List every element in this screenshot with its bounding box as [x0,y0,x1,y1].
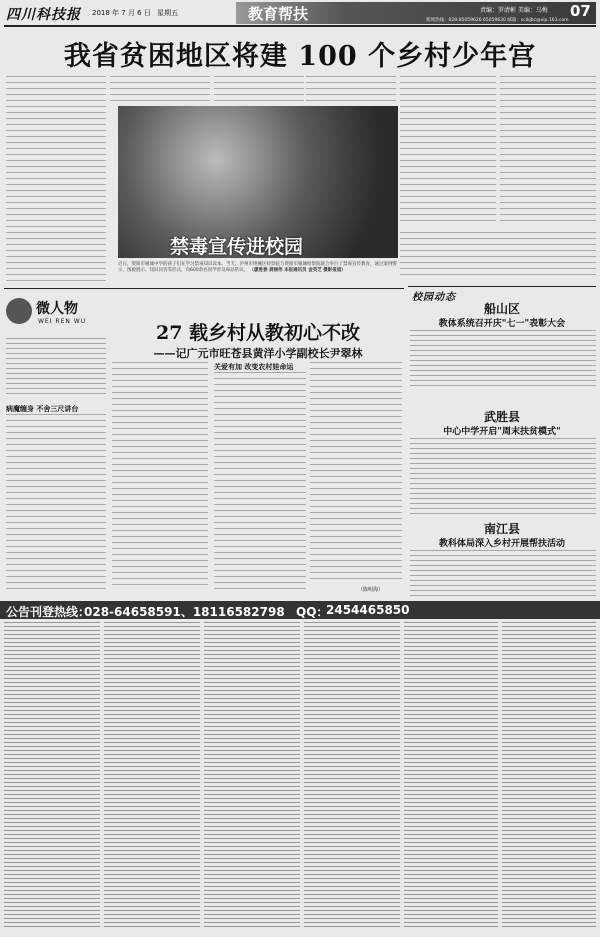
ad-hotline-bar [0,601,600,619]
lead-article-col1 [6,76,106,286]
hotline-label: 公告刊登热线： [6,605,91,619]
masthead-rule [4,25,596,27]
tooth-icon [6,298,32,324]
page-number: 07 [570,2,591,20]
brief-place-3: 南江县 [483,522,520,536]
paper-name: 四川科技报 [6,7,81,23]
photo-caption-text: 近日，资阳市雁城中学的孩子们在学习禁毒知识读本。当天，泸州市纳溪区检察院与资阳市雁城检察院联合举行了禁毒宣传教育，通过案例警示、图板展示、知识问答等形式，向600余名同学普及毒品常识。 [118,262,397,273]
hotline-phones: 028-64658591、18116582798 [84,605,285,619]
brief-body-3 [410,550,596,596]
brief-title-2: 中心中学开启"周末扶贫模式" [443,427,561,437]
lead-article-right-tail [400,232,596,280]
section-title: 教育帮扶 [248,5,309,23]
editor-line: 责编：罗清彬 美编：乌梅 [480,7,548,14]
notices-col5 [404,622,498,930]
contact-line: 新闻热线：028-85059626 65059630 邮箱：scikjbc@vip.163.com [426,18,569,23]
qq-label: QQ： [296,605,329,619]
subhead-1: 病魔缠身 不舍三尺讲台 [6,405,79,413]
brief-body-1 [410,330,596,388]
feature-body-col4 [310,362,402,584]
brief-title-3: 教科体局深入乡村开展帮扶活动 [438,539,565,549]
notices-col3 [204,622,300,930]
lead-article-col5 [400,76,496,226]
feature-subtitle: ——记广元市旺苍县黄洋小学副校长尹翠林 [153,347,363,360]
notices-col6 [502,622,596,930]
weekday: 星期五 [157,9,179,17]
section-banner [236,2,596,24]
lead-article-col4 [306,76,396,106]
notices-col2 [104,622,200,930]
notices-col4 [304,622,400,930]
column-logo: 校园动态 [412,292,456,303]
qq-number: 2454465850 [326,603,410,617]
sidebar-rule [408,286,596,287]
kicker-pinyin: WEI REN WU [38,318,87,325]
brief-title-1: 教体系统召开庆"七一"表彰大会 [438,319,566,329]
lead-article-col2 [110,76,210,106]
feature-byline: （陈明海） [358,587,384,593]
photo-caption [118,262,398,274]
notices-col1 [4,622,100,930]
feature-kicker [6,296,106,336]
brief-place-1: 船山区 [483,302,520,316]
feature-body-col1 [6,414,106,590]
photo-credit: （廖胜春 龚丽伟 本报通讯员 金英芝 摄影报道） [249,268,346,273]
feature-body-col2 [112,362,208,590]
headline: 我省贫困地区将建 100 个乡村少年宫 [63,41,537,72]
brief-body-2 [410,438,596,514]
feature-title: 27 载乡村从教初心不改 [155,322,361,344]
feature-top-rule [4,288,404,289]
subhead-2: 关爱有加 改变农村娃命运 [214,363,294,371]
masthead [0,0,600,30]
lead-article-col3 [214,76,304,106]
intro-text [6,338,106,398]
date: 2018 年 7 月 6 日 [92,9,151,17]
photo-caption-title: 禁毒宣传进校园 [170,236,304,258]
kicker-label: 微人物 [36,301,78,317]
lead-article-col6 [500,76,596,226]
feature-body-col3 [214,372,306,590]
brief-place-2: 武胜县 [483,410,520,424]
issue-date [92,8,178,18]
